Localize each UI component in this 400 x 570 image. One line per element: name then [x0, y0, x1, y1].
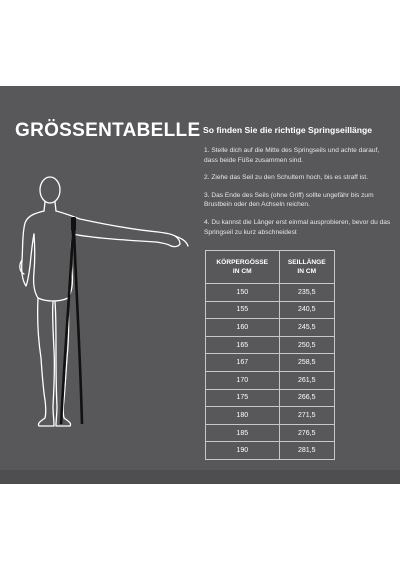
- instruction-step-4: 4. Du kannst die Länger erst einmal ausprobieren, bevor du das Springseil zu kurz abschneidest: [204, 218, 391, 236]
- height-cell: 175: [206, 389, 280, 407]
- rope-length-cell: 281,5: [279, 442, 334, 460]
- rope-length-cell: 276,5: [279, 424, 334, 442]
- rope-length-cell: 250,5: [279, 336, 334, 354]
- table-row: [206, 407, 335, 425]
- column-header-rope-length: [279, 251, 334, 284]
- size-table-header-row: [206, 251, 335, 284]
- rope-length-cell: 258,5: [279, 354, 334, 372]
- column-header-rope-length-label: SEILLÄNGE: [287, 259, 326, 266]
- section-subtitle: So finden Sie die richtige Springseillänge: [203, 125, 373, 135]
- height-cell: 190: [206, 442, 280, 460]
- column-header-height-label: KÖRPERGÖSSE: [216, 259, 269, 266]
- column-header-height: [206, 251, 280, 284]
- page-title: GRÖSSENTABELLE: [15, 120, 201, 141]
- height-cell: 160: [206, 319, 280, 337]
- table-row: [206, 319, 335, 337]
- size-table: [205, 250, 335, 460]
- table-row: [206, 442, 335, 460]
- rope-length-cell: 245,5: [279, 319, 334, 337]
- height-cell: 170: [206, 371, 280, 389]
- rope-length-cell: 235,5: [279, 284, 334, 302]
- height-cell: 185: [206, 424, 280, 442]
- table-row: [206, 301, 335, 319]
- height-cell: 180: [206, 407, 280, 425]
- panel-bottom-band: [0, 470, 400, 484]
- height-cell: 150: [206, 284, 280, 302]
- table-row: [206, 424, 335, 442]
- rope-length-cell: 266,5: [279, 389, 334, 407]
- rope-length-cell: 261,5: [279, 371, 334, 389]
- height-cell: 165: [206, 336, 280, 354]
- instruction-step-1: 1. Stelle dich auf die Mitte des Springseils und achte darauf, dass beide Füße zusammen sind.: [204, 147, 380, 164]
- person-outline-icon: [8, 168, 198, 458]
- instruction-step-2: 2. Ziehe das Seil zu den Schultern hoch, bis es straff ist.: [204, 174, 369, 182]
- table-row: [206, 371, 335, 389]
- column-header-rope-length-unit: IN CM: [297, 268, 317, 275]
- height-cell: 155: [206, 301, 280, 319]
- instruction-list: [204, 146, 394, 245]
- table-row: [206, 389, 335, 407]
- table-row: [206, 336, 335, 354]
- rope-length-cell: 271,5: [279, 407, 334, 425]
- rope-length-cell: 240,5: [279, 301, 334, 319]
- instruction-step-3: 3. Das Ende des Seils (ohne Griff) sollte ungefähr bis zum Brustbein oder den Achseln reichen.: [204, 191, 374, 209]
- table-row: [206, 284, 335, 302]
- column-header-height-unit: IN CM: [232, 268, 252, 275]
- height-cell: 167: [206, 354, 280, 372]
- table-row: [206, 354, 335, 372]
